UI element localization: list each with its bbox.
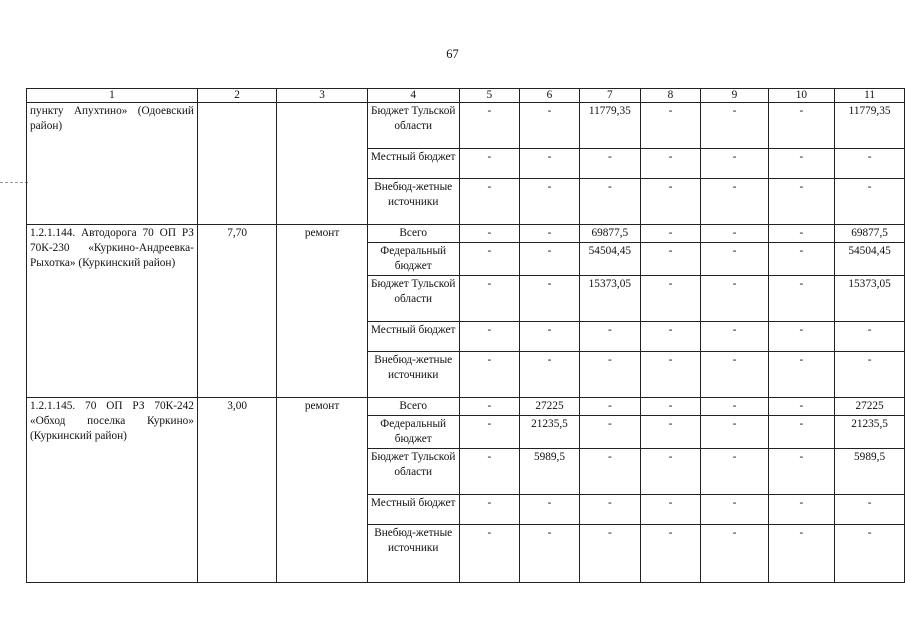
cell-col11: 15373,05 (835, 276, 905, 322)
cell-col11: 27225 (835, 398, 905, 416)
funding-source: Всего (367, 398, 459, 416)
cell-col7: - (579, 179, 640, 225)
cell-col5: - (459, 398, 519, 416)
cell-col6: 27225 (520, 398, 580, 416)
cell-col9: - (701, 225, 768, 243)
cell-col7: 54504,45 (579, 243, 640, 276)
cell-col7: 11779,35 (579, 103, 640, 149)
funding-source: Местный бюджет (367, 495, 459, 525)
cell-col6: - (520, 103, 580, 149)
cell-col8: - (640, 179, 700, 225)
column-numbers-row (27, 89, 905, 103)
cell-col10: - (768, 398, 834, 416)
object-work-type (277, 103, 367, 225)
cell-col9: - (701, 416, 768, 449)
funding-source: Федеральный бюджет (367, 416, 459, 449)
cell-col6: - (520, 225, 580, 243)
cell-col10: - (768, 225, 834, 243)
cell-col11: - (835, 149, 905, 179)
cell-col8: - (640, 243, 700, 276)
cell-col8: - (640, 398, 700, 416)
column-header: 7 (579, 89, 640, 103)
cell-col8: - (640, 449, 700, 495)
cell-col11: - (835, 495, 905, 525)
column-header: 3 (277, 89, 367, 103)
cell-col10: - (768, 449, 834, 495)
cell-col5: - (459, 103, 519, 149)
cell-col9: - (701, 352, 768, 398)
cell-col11: - (835, 352, 905, 398)
cell-col9: - (701, 495, 768, 525)
cell-col11: - (835, 525, 905, 583)
cell-col10: - (768, 352, 834, 398)
funding-source: Бюджет Тульской области (367, 103, 459, 149)
cell-col5: - (459, 352, 519, 398)
cell-col9: - (701, 398, 768, 416)
cell-col9: - (701, 276, 768, 322)
cell-col8: - (640, 352, 700, 398)
cell-col10: - (768, 103, 834, 149)
column-header: 11 (835, 89, 905, 103)
cell-col8: - (640, 495, 700, 525)
cell-col7: 15373,05 (579, 276, 640, 322)
cell-col11: 54504,45 (835, 243, 905, 276)
column-header: 2 (197, 89, 276, 103)
object-name: 1.2.1.145. 70 ОП РЗ 70К-242 «Обход поселка Куркино» (Куркинский район) (27, 398, 198, 583)
funding-source: Федеральный бюджет (367, 243, 459, 276)
column-header: 1 (27, 89, 198, 103)
cell-col8: - (640, 103, 700, 149)
cell-col5: - (459, 416, 519, 449)
funding-source: Внебюд-жетные источники (367, 525, 459, 583)
cell-col6: - (520, 525, 580, 583)
cell-col10: - (768, 416, 834, 449)
cell-col11: 5989,5 (835, 449, 905, 495)
cell-col11: 21235,5 (835, 416, 905, 449)
cell-col10: - (768, 495, 834, 525)
column-header: 6 (520, 89, 580, 103)
cell-col11: - (835, 322, 905, 352)
funding-source: Местный бюджет (367, 322, 459, 352)
cell-col8: - (640, 322, 700, 352)
cell-col11: 11779,35 (835, 103, 905, 149)
cell-col9: - (701, 525, 768, 583)
funding-source: Бюджет Тульской области (367, 276, 459, 322)
cell-col6: - (520, 495, 580, 525)
column-header: 8 (640, 89, 700, 103)
cell-col11: - (835, 179, 905, 225)
cell-col9: - (701, 322, 768, 352)
object-length: 3,00 (197, 398, 276, 583)
object-work-type: ремонт (277, 225, 367, 398)
column-header: 4 (367, 89, 459, 103)
cell-col10: - (768, 525, 834, 583)
table-row (27, 225, 905, 243)
cell-col6: 21235,5 (520, 416, 580, 449)
cell-col7: - (579, 398, 640, 416)
cell-col9: - (701, 103, 768, 149)
table-row (27, 398, 905, 416)
cell-col7: - (579, 525, 640, 583)
cell-col5: - (459, 449, 519, 495)
cell-col9: - (701, 179, 768, 225)
cell-col6: - (520, 149, 580, 179)
cell-col8: - (640, 225, 700, 243)
cell-col7: - (579, 352, 640, 398)
cell-col6: - (520, 243, 580, 276)
cell-col5: - (459, 322, 519, 352)
cell-col6: - (520, 179, 580, 225)
cell-col6: - (520, 276, 580, 322)
cell-col5: - (459, 276, 519, 322)
table-row (27, 103, 905, 149)
cell-col9: - (701, 449, 768, 495)
cell-col6: - (520, 322, 580, 352)
cell-col7: - (579, 416, 640, 449)
cell-col5: - (459, 243, 519, 276)
funding-source: Внебюд-жетные источники (367, 179, 459, 225)
scan-artifact-line (0, 182, 28, 183)
funding-source: Бюджет Тульской области (367, 449, 459, 495)
object-name: пункту Апухтино» (Одоевский район) (27, 103, 198, 225)
cell-col5: - (459, 149, 519, 179)
object-name: 1.2.1.144. Автодорога 70 ОП РЗ 70К-230 «Куркино-Андреевка-Рыхотка» (Куркинский район) (27, 225, 198, 398)
cell-col11: 69877,5 (835, 225, 905, 243)
column-header: 9 (701, 89, 768, 103)
cell-col7: - (579, 449, 640, 495)
object-work-type: ремонт (277, 398, 367, 583)
column-header: 5 (459, 89, 519, 103)
cell-col7: - (579, 149, 640, 179)
cell-col7: 69877,5 (579, 225, 640, 243)
cell-col6: 5989,5 (520, 449, 580, 495)
cell-col8: - (640, 525, 700, 583)
page-number: 67 (446, 47, 459, 61)
funding-source: Внебюд-жетные источники (367, 352, 459, 398)
object-length (197, 103, 276, 225)
cell-col10: - (768, 276, 834, 322)
budget-table (26, 88, 905, 583)
cell-col9: - (701, 149, 768, 179)
cell-col5: - (459, 525, 519, 583)
cell-col5: - (459, 495, 519, 525)
cell-col7: - (579, 495, 640, 525)
cell-col10: - (768, 243, 834, 276)
cell-col8: - (640, 276, 700, 322)
cell-col10: - (768, 149, 834, 179)
cell-col10: - (768, 179, 834, 225)
cell-col5: - (459, 225, 519, 243)
cell-col7: - (579, 322, 640, 352)
cell-col8: - (640, 416, 700, 449)
cell-col9: - (701, 243, 768, 276)
funding-source: Местный бюджет (367, 149, 459, 179)
cell-col8: - (640, 149, 700, 179)
object-length: 7,70 (197, 225, 276, 398)
cell-col6: - (520, 352, 580, 398)
cell-col5: - (459, 179, 519, 225)
cell-col10: - (768, 322, 834, 352)
column-header: 10 (768, 89, 834, 103)
funding-source: Всего (367, 225, 459, 243)
